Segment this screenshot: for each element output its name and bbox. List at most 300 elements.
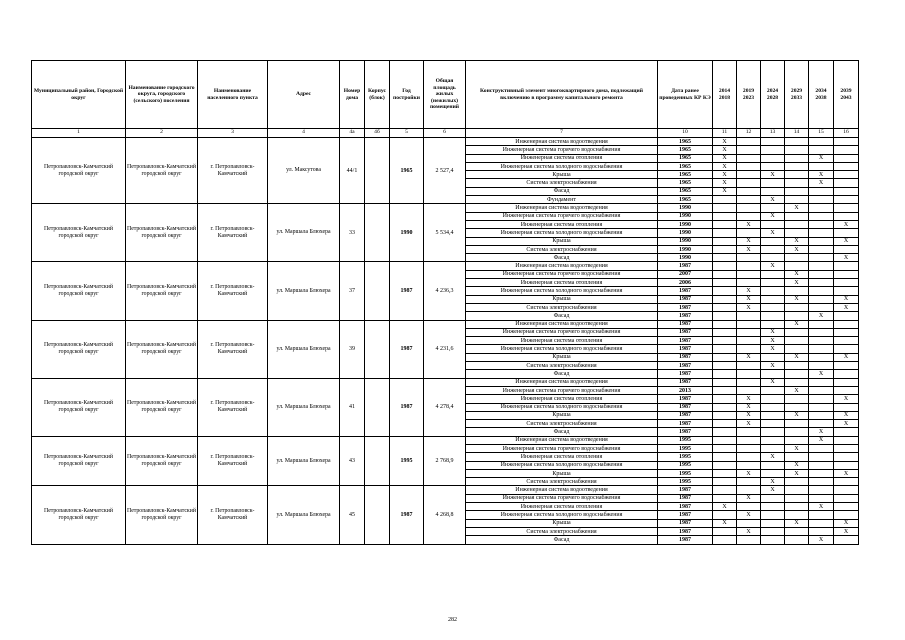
previous-repair-date-cell: 1990	[658, 245, 713, 253]
house-number-cell: 37	[340, 262, 365, 320]
address-cell: ул. Маршала Блюхера	[268, 486, 340, 544]
period-mark-cell: X	[834, 254, 859, 262]
period-mark-cell: X	[834, 303, 859, 311]
period-mark-cell	[713, 270, 737, 278]
period-mark-cell: X	[809, 428, 834, 436]
period-mark-cell	[809, 486, 834, 494]
period-mark-cell	[737, 162, 761, 170]
period-mark-cell: X	[737, 527, 761, 535]
period-mark-cell	[713, 220, 737, 228]
period-mark-cell	[761, 279, 785, 287]
previous-repair-date-cell: 1990	[658, 237, 713, 245]
period-mark-cell: X	[761, 486, 785, 494]
period-mark-cell	[761, 511, 785, 519]
period-mark-cell	[761, 436, 785, 444]
previous-repair-date-cell: 2006	[658, 279, 713, 287]
period-mark-cell	[809, 320, 834, 328]
address-cell: ул. Маршала Блюхера	[268, 204, 340, 262]
period-mark-cell	[834, 444, 859, 452]
period-mark-cell: X	[761, 453, 785, 461]
period-mark-cell	[713, 436, 737, 444]
period-mark-cell: X	[785, 320, 809, 328]
period-mark-cell	[737, 386, 761, 394]
address-cell: ул. Маршала Блюхера	[268, 378, 340, 436]
period-mark-cell	[761, 220, 785, 228]
previous-repair-date-cell: 1987	[658, 486, 713, 494]
period-mark-cell	[834, 262, 859, 270]
element-name-cell: Фасад	[466, 370, 658, 378]
district-cell: Петропавловск-Камчатский городской округ	[32, 320, 126, 378]
build-year-cell: 1987	[390, 486, 424, 544]
period-mark-cell: X	[737, 494, 761, 502]
period-mark-cell	[809, 411, 834, 419]
element-name-cell: Крыша	[466, 469, 658, 477]
previous-repair-date-cell: 1965	[658, 171, 713, 179]
column-number: 4а	[340, 129, 365, 138]
period-mark-cell	[713, 312, 737, 320]
previous-repair-date-cell: 1987	[658, 519, 713, 527]
period-mark-cell	[834, 362, 859, 370]
period-mark-cell	[809, 279, 834, 287]
element-name-cell: Инженерная система горячего водоснабжения	[466, 270, 658, 278]
period-mark-cell	[785, 262, 809, 270]
area-cell: 4 231,6	[424, 320, 466, 378]
area-cell: 2 527,4	[424, 138, 466, 204]
locality-cell: г. Петропавловск-Камчатский	[198, 262, 268, 320]
settlement-cell: Петропавловск-Камчатский городской округ	[126, 204, 198, 262]
previous-repair-date-cell: 1987	[658, 378, 713, 386]
element-name-cell: Фасад	[466, 187, 658, 195]
period-mark-cell	[809, 254, 834, 262]
period-mark-cell	[785, 312, 809, 320]
period-mark-cell	[834, 494, 859, 502]
period-mark-cell	[785, 511, 809, 519]
period-mark-cell	[809, 469, 834, 477]
period-mark-cell	[761, 444, 785, 452]
area-cell: 2 768,9	[424, 436, 466, 486]
element-name-cell: Инженерная система горячего водоснабжения	[466, 494, 658, 502]
period-mark-cell	[713, 237, 737, 245]
period-mark-cell	[834, 212, 859, 220]
period-mark-cell	[713, 345, 737, 353]
period-mark-cell: X	[761, 362, 785, 370]
period-mark-cell	[834, 345, 859, 353]
period-mark-cell: X	[713, 179, 737, 187]
header-cell: Конструктивный элемент многоквартирного дома, подлежащий включению в программу капитального ремонта	[466, 61, 658, 129]
build-year-cell: 1987	[390, 262, 424, 320]
period-mark-cell	[785, 453, 809, 461]
period-mark-cell: X	[834, 295, 859, 303]
period-mark-cell	[713, 328, 737, 336]
period-mark-cell	[713, 428, 737, 436]
area-cell: 4 278,4	[424, 378, 466, 436]
period-mark-cell	[785, 378, 809, 386]
period-mark-cell	[761, 370, 785, 378]
previous-repair-date-cell: 1990	[658, 212, 713, 220]
previous-repair-date-cell: 1987	[658, 503, 713, 511]
period-mark-cell: X	[809, 179, 834, 187]
period-mark-cell	[761, 494, 785, 502]
period-mark-cell	[785, 303, 809, 311]
period-mark-cell	[785, 494, 809, 502]
period-mark-cell: X	[713, 138, 737, 146]
period-mark-cell	[713, 320, 737, 328]
previous-repair-date-cell: 1987	[658, 353, 713, 361]
period-mark-cell	[834, 370, 859, 378]
period-mark-cell	[737, 436, 761, 444]
previous-repair-date-cell: 1965	[658, 196, 713, 204]
period-mark-cell	[834, 312, 859, 320]
column-number: 1	[32, 129, 126, 138]
element-name-cell: Инженерная система водоотведения	[466, 486, 658, 494]
period-mark-cell	[809, 478, 834, 486]
period-mark-cell: X	[713, 187, 737, 195]
period-mark-cell	[809, 287, 834, 295]
period-mark-cell	[809, 461, 834, 469]
house-number-cell: 44/1	[340, 138, 365, 204]
settlement-cell: Петропавловск-Камчатский городской округ	[126, 378, 198, 436]
period-mark-cell	[737, 270, 761, 278]
element-name-cell: Система электроснабжения	[466, 179, 658, 187]
period-mark-cell	[713, 295, 737, 303]
period-mark-cell	[834, 453, 859, 461]
period-mark-cell	[761, 303, 785, 311]
element-name-cell: Инженерная система водоотведения	[466, 378, 658, 386]
period-mark-cell	[785, 328, 809, 336]
period-mark-cell	[713, 362, 737, 370]
period-mark-cell	[785, 229, 809, 237]
element-name-cell: Инженерная система холодного водоснабжения	[466, 511, 658, 519]
element-name-cell: Крыша	[466, 353, 658, 361]
district-cell: Петропавловск-Камчатский городской округ	[32, 436, 126, 486]
period-mark-cell: X	[785, 237, 809, 245]
column-number: 11	[713, 129, 737, 138]
block-cell	[365, 436, 390, 486]
period-mark-cell: X	[761, 212, 785, 220]
period-mark-cell	[761, 461, 785, 469]
locality-cell: г. Петропавловск-Камчатский	[198, 138, 268, 204]
column-number: 3	[198, 129, 268, 138]
period-mark-cell	[761, 312, 785, 320]
period-mark-cell	[737, 503, 761, 511]
previous-repair-date-cell: 1965	[658, 138, 713, 146]
block-cell	[365, 138, 390, 204]
period-mark-cell	[713, 196, 737, 204]
period-mark-cell: X	[834, 519, 859, 527]
previous-repair-date-cell: 1987	[658, 337, 713, 345]
period-mark-cell	[761, 527, 785, 535]
previous-repair-date-cell: 1987	[658, 362, 713, 370]
period-mark-cell: X	[785, 461, 809, 469]
block-cell	[365, 486, 390, 544]
locality-cell: г. Петропавловск-Камчатский	[198, 378, 268, 436]
period-mark-cell: X	[713, 146, 737, 154]
period-mark-cell	[785, 362, 809, 370]
locality-cell: г. Петропавловск-Камчатский	[198, 486, 268, 544]
element-name-cell: Инженерная система отопления	[466, 220, 658, 228]
period-mark-cell	[809, 386, 834, 394]
block-cell	[365, 204, 390, 262]
house-number-cell: 33	[340, 204, 365, 262]
column-number: 16	[834, 129, 859, 138]
period-mark-cell: X	[737, 469, 761, 477]
period-mark-cell	[809, 519, 834, 527]
previous-repair-date-cell: 1987	[658, 295, 713, 303]
period-mark-cell	[785, 212, 809, 220]
table-row	[32, 138, 859, 146]
period-mark-cell	[809, 337, 834, 345]
period-mark-cell: X	[834, 527, 859, 535]
column-number: 7	[466, 129, 658, 138]
period-mark-cell	[713, 494, 737, 502]
period-mark-cell	[809, 212, 834, 220]
period-mark-cell	[785, 171, 809, 179]
previous-repair-date-cell: 1987	[658, 428, 713, 436]
period-mark-cell	[809, 138, 834, 146]
period-mark-cell	[761, 204, 785, 212]
period-mark-cell: X	[761, 229, 785, 237]
period-mark-cell	[761, 245, 785, 253]
period-mark-cell	[809, 494, 834, 502]
header-cell: Общая площадь жилых (нежилых) помещений	[424, 61, 466, 129]
period-mark-cell: X	[785, 411, 809, 419]
period-mark-cell	[834, 328, 859, 336]
element-name-cell: Инженерная система отопления	[466, 453, 658, 461]
table-row	[32, 204, 859, 212]
period-mark-cell	[809, 220, 834, 228]
house-number-cell: 39	[340, 320, 365, 378]
element-name-cell: Фасад	[466, 428, 658, 436]
header-cell: Наименование населенного пункта	[198, 61, 268, 129]
period-mark-cell	[809, 362, 834, 370]
period-mark-cell	[713, 536, 737, 544]
period-mark-cell	[809, 527, 834, 535]
period-mark-cell	[737, 262, 761, 270]
period-mark-cell	[834, 320, 859, 328]
period-mark-cell	[809, 146, 834, 154]
element-name-cell: Фасад	[466, 312, 658, 320]
column-number: 15	[809, 129, 834, 138]
period-mark-cell	[761, 237, 785, 245]
previous-repair-date-cell: 1987	[658, 345, 713, 353]
period-mark-cell	[785, 370, 809, 378]
period-mark-cell	[834, 337, 859, 345]
element-name-cell: Крыша	[466, 295, 658, 303]
table-row	[32, 486, 859, 494]
period-mark-cell	[834, 503, 859, 511]
previous-repair-date-cell: 1987	[658, 527, 713, 535]
period-mark-cell: X	[737, 287, 761, 295]
previous-repair-date-cell: 1990	[658, 204, 713, 212]
period-mark-cell	[737, 486, 761, 494]
period-mark-cell	[834, 287, 859, 295]
previous-repair-date-cell: 1995	[658, 444, 713, 452]
period-mark-cell: X	[785, 444, 809, 452]
period-mark-cell	[834, 436, 859, 444]
period-mark-cell	[737, 187, 761, 195]
header-cell: 2039 2043	[834, 61, 859, 129]
period-mark-cell	[761, 469, 785, 477]
period-mark-cell: X	[737, 420, 761, 428]
element-name-cell: Система электроснабжения	[466, 245, 658, 253]
element-name-cell: Инженерная система холодного водоснабжения	[466, 345, 658, 353]
previous-repair-date-cell: 1965	[658, 154, 713, 162]
element-name-cell: Система электроснабжения	[466, 478, 658, 486]
element-name-cell: Инженерная система холодного водоснабжения	[466, 162, 658, 170]
element-name-cell: Инженерная система холодного водоснабжения	[466, 461, 658, 469]
column-number: 12	[737, 129, 761, 138]
element-name-cell: Инженерная система горячего водоснабжения	[466, 212, 658, 220]
period-mark-cell	[809, 395, 834, 403]
column-number: 4	[268, 129, 340, 138]
previous-repair-date-cell: 1995	[658, 461, 713, 469]
period-mark-cell	[761, 536, 785, 544]
previous-repair-date-cell: 1987	[658, 287, 713, 295]
period-mark-cell	[834, 386, 859, 394]
period-mark-cell	[713, 395, 737, 403]
district-cell: Петропавловск-Камчатский городской округ	[32, 262, 126, 320]
period-mark-cell	[713, 229, 737, 237]
previous-repair-date-cell: 1965	[658, 179, 713, 187]
previous-repair-date-cell: 1995	[658, 478, 713, 486]
period-mark-cell	[761, 420, 785, 428]
period-mark-cell	[785, 478, 809, 486]
previous-repair-date-cell: 1987	[658, 370, 713, 378]
period-mark-cell	[809, 303, 834, 311]
element-name-cell: Крыша	[466, 519, 658, 527]
period-mark-cell: X	[761, 262, 785, 270]
settlement-cell: Петропавловск-Камчатский городской округ	[126, 486, 198, 544]
page-number: 282	[448, 617, 457, 623]
period-mark-cell	[809, 245, 834, 253]
house-number-cell: 41	[340, 378, 365, 436]
element-name-cell: Инженерная система отопления	[466, 279, 658, 287]
settlement-cell: Петропавловск-Камчатский городской округ	[126, 138, 198, 204]
period-mark-cell	[834, 229, 859, 237]
period-mark-cell	[761, 287, 785, 295]
period-mark-cell	[713, 370, 737, 378]
period-mark-cell: X	[737, 411, 761, 419]
period-mark-cell	[737, 478, 761, 486]
period-mark-cell	[713, 212, 737, 220]
period-mark-cell	[761, 353, 785, 361]
period-mark-cell	[737, 229, 761, 237]
period-mark-cell	[834, 279, 859, 287]
period-mark-cell	[785, 420, 809, 428]
district-cell: Петропавловск-Камчатский городской округ	[32, 138, 126, 204]
period-mark-cell	[785, 179, 809, 187]
header-row	[32, 61, 859, 129]
period-mark-cell	[785, 287, 809, 295]
period-mark-cell: X	[737, 245, 761, 253]
period-mark-cell	[737, 519, 761, 527]
period-mark-cell	[809, 229, 834, 237]
previous-repair-date-cell: 1990	[658, 254, 713, 262]
period-mark-cell	[713, 353, 737, 361]
period-mark-cell: X	[761, 345, 785, 353]
period-mark-cell	[761, 395, 785, 403]
period-mark-cell	[809, 262, 834, 270]
element-name-cell: Фундамент	[466, 196, 658, 204]
period-mark-cell: X	[713, 154, 737, 162]
previous-repair-date-cell: 1987	[658, 312, 713, 320]
previous-repair-date-cell: 1987	[658, 403, 713, 411]
district-cell: Петропавловск-Камчатский городской округ	[32, 486, 126, 544]
period-mark-cell: X	[761, 378, 785, 386]
period-mark-cell	[834, 196, 859, 204]
period-mark-cell	[737, 461, 761, 469]
period-mark-cell: X	[834, 411, 859, 419]
period-mark-cell: X	[785, 279, 809, 287]
previous-repair-date-cell: 1987	[658, 320, 713, 328]
element-name-cell: Инженерная система отопления	[466, 503, 658, 511]
period-mark-cell	[713, 511, 737, 519]
period-mark-cell	[785, 527, 809, 535]
period-mark-cell	[834, 204, 859, 212]
element-name-cell: Крыша	[466, 237, 658, 245]
period-mark-cell	[737, 312, 761, 320]
period-mark-cell	[834, 378, 859, 386]
previous-repair-date-cell: 1990	[658, 229, 713, 237]
element-name-cell: Система электроснабжения	[466, 303, 658, 311]
period-mark-cell	[834, 162, 859, 170]
period-mark-cell	[713, 527, 737, 535]
period-mark-cell	[834, 428, 859, 436]
period-mark-cell	[761, 503, 785, 511]
area-cell: 4 236,3	[424, 262, 466, 320]
capital-repair-table	[31, 60, 859, 545]
period-mark-cell: X	[737, 353, 761, 361]
house-number-cell: 45	[340, 486, 365, 544]
period-mark-cell	[737, 328, 761, 336]
address-cell: ул. Маршала Блюхера	[268, 436, 340, 486]
period-mark-cell	[761, 154, 785, 162]
period-mark-cell	[737, 212, 761, 220]
previous-repair-date-cell: 1987	[658, 262, 713, 270]
period-mark-cell: X	[761, 328, 785, 336]
previous-repair-date-cell: 1987	[658, 303, 713, 311]
header-cell: Дата ранее проведенных КР КЭ	[658, 61, 713, 129]
period-mark-cell: X	[834, 395, 859, 403]
house-number-cell: 43	[340, 436, 365, 486]
period-mark-cell: X	[809, 370, 834, 378]
element-name-cell: Инженерная система отопления	[466, 154, 658, 162]
period-mark-cell	[785, 428, 809, 436]
build-year-cell: 1995	[390, 436, 424, 486]
period-mark-cell	[761, 254, 785, 262]
element-name-cell: Инженерная система водоотведения	[466, 436, 658, 444]
element-name-cell: Инженерная система горячего водоснабжения	[466, 146, 658, 154]
period-mark-cell	[785, 138, 809, 146]
element-name-cell: Система электроснабжения	[466, 420, 658, 428]
column-number: 10	[658, 129, 713, 138]
period-mark-cell	[809, 237, 834, 245]
period-mark-cell	[785, 403, 809, 411]
period-mark-cell	[737, 444, 761, 452]
table-row	[32, 262, 859, 270]
settlement-cell: Петропавловск-Камчатский городской округ	[126, 320, 198, 378]
period-mark-cell	[785, 436, 809, 444]
previous-repair-date-cell: 1995	[658, 436, 713, 444]
period-mark-cell	[737, 196, 761, 204]
period-mark-cell	[737, 254, 761, 262]
period-mark-cell: X	[713, 171, 737, 179]
previous-repair-date-cell: 1987	[658, 328, 713, 336]
settlement-cell: Петропавловск-Камчатский городской округ	[126, 436, 198, 486]
previous-repair-date-cell: 1965	[658, 187, 713, 195]
period-mark-cell: X	[834, 353, 859, 361]
period-mark-cell	[809, 187, 834, 195]
